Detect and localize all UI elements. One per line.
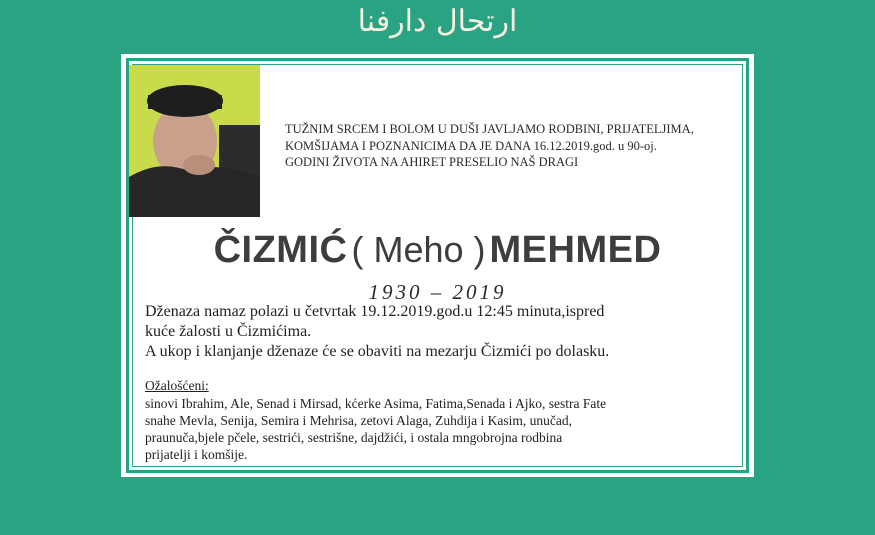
mourners-list: [145, 395, 745, 463]
nickname: ( Meho ): [351, 229, 486, 270]
announcement-line: GODINI ŽIVOTA NA AHIRET PRESELIO NAŠ DRAGI: [285, 155, 579, 169]
calligraphy-header: ارتحال دارفنا: [357, 4, 518, 39]
deceased-photo: [129, 65, 260, 217]
mourners-line: snahe Mevla, Senija, Semira i Mehrisa, zetovi Alaga, Zuhdija i Kasim, unučad,: [145, 413, 573, 428]
funeral-line: A ukop i klanjanje dženaze će se obaviti na mezarju Čizmići po dolasku.: [145, 343, 610, 360]
announcement-line: KOMŠIJAMA I POZNANICIMA DA JE DANA 16.12.2019.god. u 90-oj.: [285, 138, 657, 153]
mourners-heading: Ožalošćeni:: [145, 378, 209, 393]
funeral-line: Dženaza namaz polazi u četvrtak 19.12.2019.god.u 12:45 minuta,ispred: [145, 303, 605, 320]
first-name: MEHMED: [489, 229, 662, 271]
funeral-details: [145, 302, 745, 362]
announcement-line: TUŽNIM SRCEM I BOLOM U DUŠI JAVLJAMO RODBINI, PRIJATELJIMA,: [285, 122, 694, 136]
surname: ČIZMIĆ: [213, 229, 348, 271]
obituary-notice: [121, 54, 754, 477]
deceased-name: [121, 229, 754, 272]
funeral-line: kuće žalosti u Čizmićima.: [145, 323, 312, 340]
life-years: 1930 – 2019: [368, 280, 507, 304]
mourners-line: sinovi Ibrahim, Ale, Senad i Mirsad, kćerke Asima, Fatima,Senada i Ajko, sestra Fate: [145, 396, 607, 411]
mourners-line: prijatelji i komšije.: [145, 447, 248, 462]
mourners-line: praunuča,bjele pčele, sestrići, sestrišne, dajdžići, i ostala mngobrojna rodbina: [145, 430, 563, 445]
portrait-image: [129, 65, 260, 217]
announcement-text: [285, 121, 694, 171]
